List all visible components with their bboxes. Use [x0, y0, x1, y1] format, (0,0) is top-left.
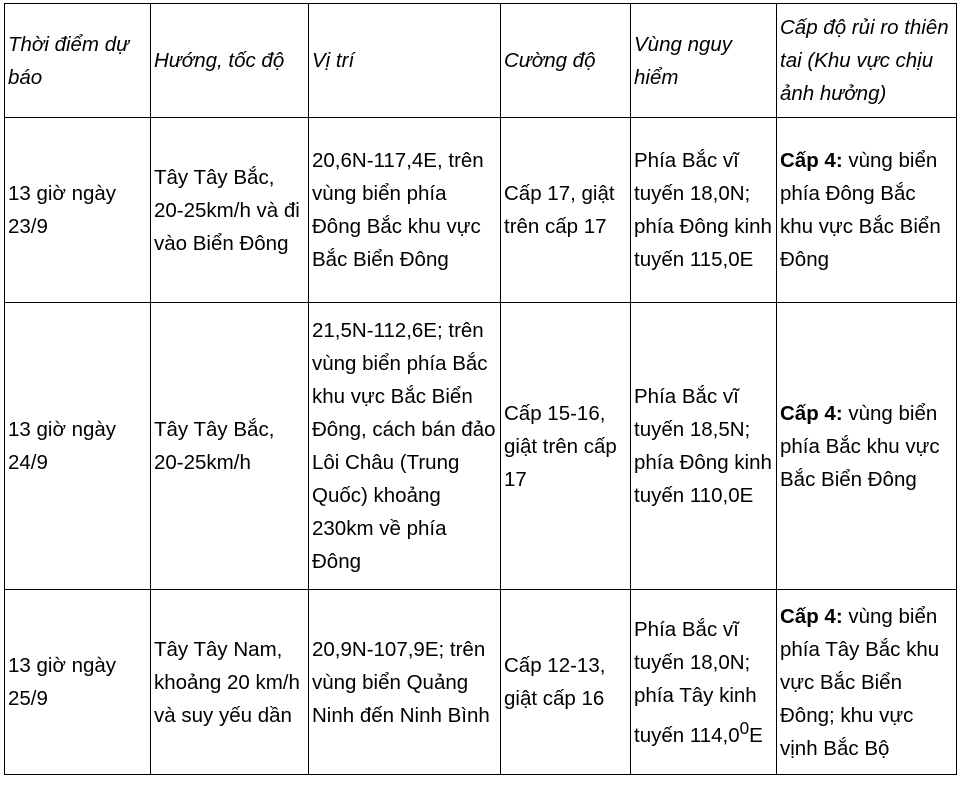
cell-position: 21,5N-112,6E; trên vùng biển phía Bắc khu vực Bắc Biển Đông, cách bán đảo Lôi Châu (Trung Quốc) khoảng 230km về phía Đông	[309, 303, 501, 590]
column-header-risk-level: Cấp độ rủi ro thiên tai (Khu vực chịu ảnh hưởng)	[777, 4, 957, 118]
danger-zone-unit: E	[749, 723, 763, 747]
cell-intensity: Cấp 15-16, giật trên cấp 17	[501, 303, 631, 590]
cell-direction: Tây Tây Nam, khoảng 20 km/h và suy yếu dần	[151, 590, 309, 775]
cell-time: 13 giờ ngày 25/9	[5, 590, 151, 775]
danger-zone-text: Phía Bắc vĩ tuyến 18,0N; phía Tây kinh tuyến 114,0	[634, 617, 757, 747]
table-row	[5, 303, 957, 590]
risk-area-text: vùng biển phía Bắc khu vực Bắc Biển Đông	[780, 401, 940, 491]
cell-time: 13 giờ ngày 23/9	[5, 118, 151, 303]
risk-area-text: vùng biển phía Đông Bắc khu vực Bắc Biển Đông	[780, 149, 941, 271]
cell-direction: Tây Tây Bắc, 20-25km/h	[151, 303, 309, 590]
cell-intensity: Cấp 12-13, giật cấp 16	[501, 590, 631, 775]
cell-danger-zone: Phía Bắc vĩ tuyến 18,5N; phía Đông kinh tuyến 110,0E	[631, 303, 777, 590]
degree-superscript: 0	[739, 718, 750, 738]
cell-risk	[777, 118, 957, 303]
risk-level-label: Cấp 4:	[780, 401, 843, 425]
cell-risk	[777, 303, 957, 590]
risk-level-label: Cấp 4:	[780, 149, 843, 172]
table-header-row	[5, 4, 957, 118]
cell-position: 20,6N-117,4E, trên vùng biển phía Đông Bắc khu vực Bắc Biển Đông	[309, 118, 501, 303]
forecast-table	[4, 3, 957, 775]
table-row	[5, 118, 957, 303]
column-header-time: Thời điểm dự báo	[5, 4, 151, 118]
column-header-danger-zone: Vùng nguy hiểm	[631, 4, 777, 118]
cell-position: 20,9N-107,9E; trên vùng biển Quảng Ninh đến Ninh Bình	[309, 590, 501, 775]
cell-danger-zone	[631, 590, 777, 775]
column-header-position: Vị trí	[309, 4, 501, 118]
cell-risk	[777, 590, 957, 775]
risk-area-text: vùng biển phía Tây Bắc khu vực Bắc Biển Đông; khu vực vịnh Bắc Bộ	[780, 604, 940, 760]
cell-direction: Tây Tây Bắc, 20-25km/h và đi vào Biển Đông	[151, 118, 309, 303]
cell-intensity: Cấp 17, giật trên cấp 17	[501, 118, 631, 303]
cell-danger-zone: Phía Bắc vĩ tuyến 18,0N; phía Đông kinh tuyến 115,0E	[631, 118, 777, 303]
table-row	[5, 590, 957, 775]
cell-time: 13 giờ ngày 24/9	[5, 303, 151, 590]
column-header-direction: Hướng, tốc độ	[151, 4, 309, 118]
risk-level-label: Cấp 4:	[780, 604, 843, 628]
column-header-intensity: Cường độ	[501, 4, 631, 118]
